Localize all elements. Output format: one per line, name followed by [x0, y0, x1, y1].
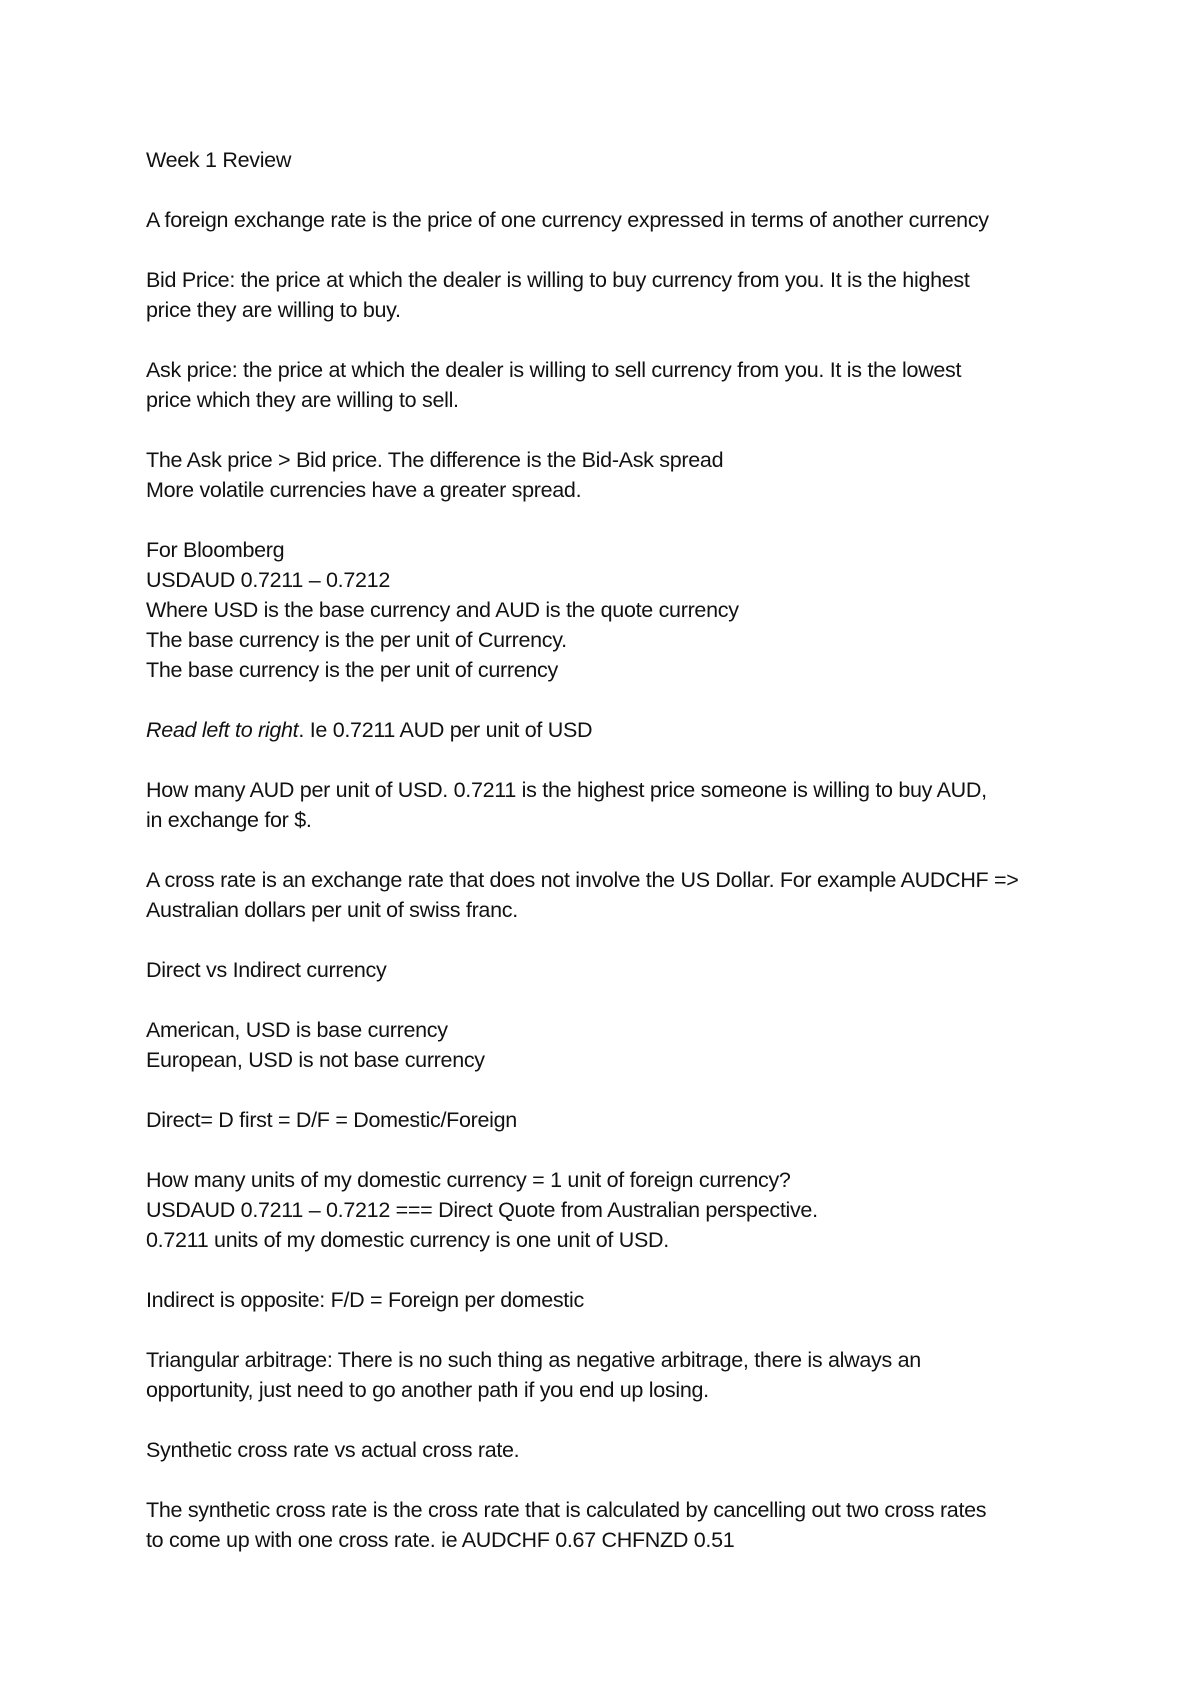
how-many-line: in exchange for $.	[146, 808, 312, 832]
document-title	[146, 145, 1086, 175]
triangular-line: Triangular arbitrage: There is no such thing as negative arbitrage, there is always an	[146, 1348, 921, 1372]
bloomberg-line: USDAUD 0.7211 – 0.7212	[146, 568, 390, 592]
cross-rate-line: Australian dollars per unit of swiss franc.	[146, 898, 518, 922]
american-line: American, USD is base currency	[146, 1018, 448, 1042]
bloomberg-line: The base currency is the per unit of currency	[146, 658, 558, 682]
direct-definition-text: Direct= D first = D/F = Domestic/Foreign	[146, 1108, 517, 1132]
read-direction-italic: Read left to right	[146, 718, 299, 742]
synthetic-definition-paragraph	[146, 1495, 1086, 1555]
synthetic-vs-actual-paragraph	[146, 1435, 1086, 1465]
how-many-paragraph	[146, 775, 1086, 835]
synthetic-line: to come up with one cross rate. ie AUDCHF 0.67 CHFNZD 0.51	[146, 1528, 735, 1552]
european-line: European, USD is not base currency	[146, 1048, 485, 1072]
triangular-line: opportunity, just need to go another path if you end up losing.	[146, 1378, 709, 1402]
cross-rate-line: A cross rate is an exchange rate that does not involve the US Dollar. For example AUDCHF =>	[146, 868, 1019, 892]
synthetic-vs-actual-text: Synthetic cross rate vs actual cross rate.	[146, 1438, 520, 1462]
units-paragraph	[146, 1165, 1086, 1255]
bid-price-paragraph	[146, 265, 1086, 325]
direct-definition-paragraph	[146, 1105, 1086, 1135]
ask-line: price which they are willing to sell.	[146, 388, 459, 412]
units-line: USDAUD 0.7211 – 0.7212 === Direct Quote from Australian perspective.	[146, 1198, 818, 1222]
direct-vs-indirect-text: Direct vs Indirect currency	[146, 958, 387, 982]
ask-line: Ask price: the price at which the dealer is willing to sell currency from you. It is the lowest	[146, 358, 962, 382]
synthetic-line: The synthetic cross rate is the cross rate that is calculated by cancelling out two cross rates	[146, 1498, 987, 1522]
document-body	[146, 145, 1086, 1585]
spread-paragraph	[146, 445, 1086, 505]
fx-definition-text: A foreign exchange rate is the price of one currency expressed in terms of another currency	[146, 208, 989, 232]
units-line: How many units of my domestic currency = 1 unit of foreign currency?	[146, 1168, 791, 1192]
triangular-arbitrage-paragraph	[146, 1345, 1086, 1405]
bloomberg-paragraph	[146, 535, 1086, 685]
bloomberg-line: For Bloomberg	[146, 538, 285, 562]
how-many-line: How many AUD per unit of USD. 0.7211 is the highest price someone is willing to buy AUD,	[146, 778, 987, 802]
read-direction-rest: . Ie 0.7211 AUD per unit of USD	[298, 718, 593, 742]
ask-price-paragraph	[146, 355, 1086, 415]
bid-line: price they are willing to buy.	[146, 298, 401, 322]
american-european-paragraph	[146, 1015, 1086, 1075]
read-direction-paragraph	[146, 715, 1086, 745]
fx-definition-paragraph	[146, 205, 1086, 235]
spread-line: The Ask price > Bid price. The difference is the Bid-Ask spread	[146, 448, 724, 472]
bid-line: Bid Price: the price at which the dealer is willing to buy currency from you. It is the highest	[146, 268, 970, 292]
title-text: Week 1 Review	[146, 148, 292, 172]
bloomberg-line: Where USD is the base currency and AUD is the quote currency	[146, 598, 739, 622]
cross-rate-paragraph	[146, 865, 1086, 925]
bloomberg-line: The base currency is the per unit of Currency.	[146, 628, 567, 652]
indirect-definition-text: Indirect is opposite: F/D = Foreign per domestic	[146, 1288, 584, 1312]
read-direction-line	[146, 715, 1086, 745]
direct-vs-indirect-heading	[146, 955, 1086, 985]
indirect-definition-paragraph	[146, 1285, 1086, 1315]
spread-line: More volatile currencies have a greater spread.	[146, 478, 582, 502]
units-line: 0.7211 units of my domestic currency is one unit of USD.	[146, 1228, 669, 1252]
